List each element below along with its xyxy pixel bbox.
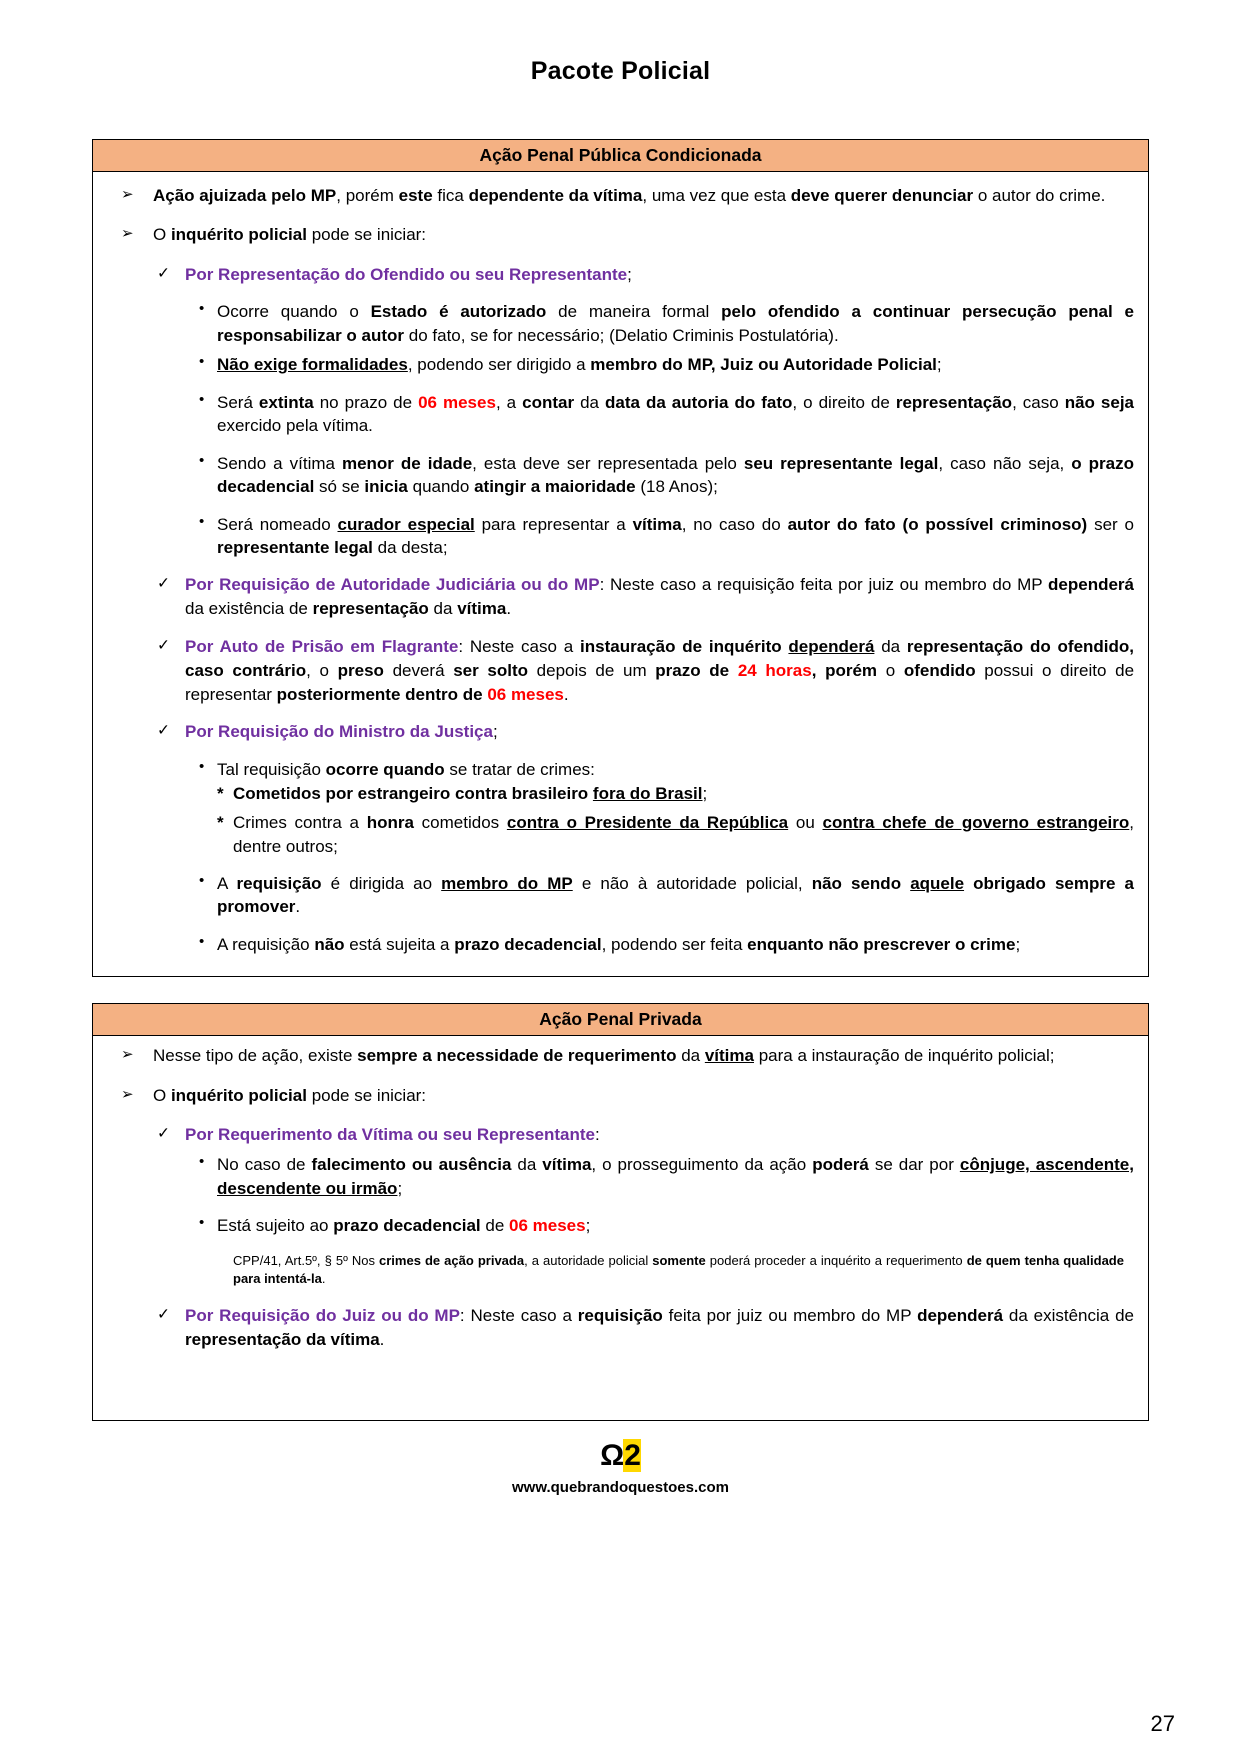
list-item [107, 872, 1134, 919]
check-mark-icon: ✓ [157, 264, 170, 282]
list-item-text: Sendo a vítima menor de idade, esta deve ser representada pelo seu representante legal, caso não seja, o prazo decadencial só se inicia quando atingir a maioridade (18 Anos); [217, 453, 1134, 497]
star-item-text: Cometidos por estrangeiro contra brasileiro fora do Brasil; [233, 783, 708, 803]
logo-omega-glyph: Ω [600, 1439, 624, 1473]
section-body-acao-penal-publica-condicionada [93, 172, 1148, 977]
page-title: Pacote Policial [530, 57, 711, 85]
list-item [107, 1044, 1134, 1067]
list-item-text: Ação ajuizada pelo MP, porém este fica dependente da vítima, uma vez que esta deve querer denunciar o autor do crime. [153, 185, 1106, 205]
check-item [107, 1304, 1134, 1352]
section-spacer [0, 977, 1241, 1003]
check-item [107, 263, 1134, 287]
dot-bullet-icon: • [199, 390, 205, 408]
star-item [107, 811, 1134, 858]
check-item [107, 635, 1134, 706]
list-item-text: Tal requisição ocorre quando se tratar de crimes: [217, 760, 595, 780]
list-item-text: Será extinta no prazo de 06 meses, a contar da data da autoria do fato, o direito de representação, caso não seja exercido pela vítima. [217, 392, 1135, 436]
list-item-text: Nesse tipo de ação, existe sempre a necessidade de requerimento da vítima para a instauração de inquérito policial; [153, 1046, 1055, 1066]
legal-citation: CPP/41, Art.5º, § 5º Nos crimes de ação privada, a autoridade policial somente poderá proceder a inquérito a requerimento de quem tenha qualidade para intentá-la. [233, 1252, 1124, 1286]
section-body-acao-penal-privada [93, 1036, 1148, 1420]
list-item-text: A requisição é dirigida ao membro do MP e não à autoridade policial, não sendo aquele obrigado sempre a promover. [217, 874, 1135, 917]
star-item [217, 782, 1134, 805]
arrow-bullet-icon: ➢ [121, 1085, 134, 1103]
check-item-title: Por Representação do Ofendido ou seu Representante [185, 264, 628, 284]
check-item-title: Por Requisição do Ministro da Justiça [185, 722, 493, 742]
check-item-title: Por Requisição do Juiz ou do MP [185, 1306, 460, 1326]
check-item-suffix: ; [492, 722, 498, 742]
dot-bullet-icon: • [199, 1214, 205, 1232]
list-item [107, 1153, 1134, 1200]
check-item-body: : Neste caso a requisição feita por juiz ou membro do MP dependerá da existência de representação da vítima. [185, 575, 1134, 619]
box-bottom-spacer [107, 1358, 1134, 1404]
list-item [107, 353, 1134, 376]
brand-logo [600, 1441, 641, 1471]
check-item-title: Por Auto de Prisão em Flagrante [185, 637, 459, 656]
check-item-title: Por Requerimento da Vítima ou seu Representante [185, 1125, 595, 1145]
asterisk-icon: * [217, 783, 224, 803]
check-item-body: : Neste caso a requisição feita por juiz ou membro do MP dependerá da existência de representação da vítima. [185, 1306, 1134, 1350]
check-item [107, 573, 1134, 621]
footer-website-url: www.quebrandoquestoes.com [512, 1479, 729, 1497]
star-item-text: Crimes contra a honra cometidos contra o Presidente da República ou contra chefe de governo estrangeiro, dentre outros; [233, 813, 1135, 856]
list-item [107, 1214, 1134, 1237]
check-item-body: : Neste caso a instauração de inquérito dependerá da representação do ofendido, caso contrário, o preso deverá ser solto depois de um prazo de 24 horas, porém o ofendido possui o direito de representar posteriormente dentro de 06 meses. [185, 637, 1135, 704]
list-item [107, 513, 1134, 560]
check-mark-icon: ✓ [157, 1125, 170, 1143]
dot-bullet-icon: • [199, 512, 205, 530]
check-item [107, 1123, 1134, 1147]
logo-two-glyph: 2 [624, 1439, 640, 1473]
check-item-suffix: : [594, 1125, 600, 1145]
check-mark-icon: ✓ [157, 1306, 170, 1324]
list-item-text: Não exige formalidades, podendo ser dirigido a membro do MP, Juiz ou Autoridade Policial; [217, 355, 942, 375]
dot-bullet-icon: • [199, 1153, 205, 1171]
list-item-text: Será nomeado curador especial para representar a vítima, no caso do autor do fato (o possível criminoso) ser o representante legal da desta; [217, 514, 1134, 557]
check-mark-icon: ✓ [157, 722, 170, 740]
dot-bullet-icon: • [199, 872, 205, 889]
list-item-text: Ocorre quando o Estado é autorizado de maneira formal pelo ofendido a continuar persecução penal e responsabilizar o autor do fato, se for necessário; (Delatio Criminis Postulatória). [217, 302, 1134, 345]
list-item [107, 1084, 1134, 1107]
list-item [107, 452, 1134, 499]
check-item [107, 720, 1134, 744]
list-item-text: A requisição não está sujeita a prazo decadencial, podendo ser feita enquanto não prescrever o crime; [217, 934, 1021, 954]
check-item-suffix: ; [627, 264, 632, 284]
list-item [107, 223, 1134, 246]
section-header-acao-penal-publica-condicionada: Ação Penal Pública Condicionada [93, 140, 1148, 172]
check-item-title: Por Requisição de Autoridade Judiciária ou do MP [185, 575, 600, 595]
list-item [107, 933, 1134, 956]
dot-bullet-icon: • [199, 353, 205, 371]
section-box-acao-penal-privada [92, 1003, 1149, 1421]
list-item-text: O inquérito policial pode se iniciar: [153, 1085, 427, 1105]
dot-bullet-icon: • [199, 932, 205, 950]
list-item [107, 758, 1134, 805]
check-mark-icon: ✓ [157, 637, 170, 654]
list-item [107, 300, 1134, 347]
section-header-acao-penal-privada: Ação Penal Privada [93, 1004, 1148, 1036]
list-item-text: Está sujeito ao prazo decadencial de 06 meses; [217, 1216, 591, 1236]
dot-bullet-icon: • [199, 451, 205, 469]
arrow-bullet-icon: ➢ [121, 1046, 134, 1064]
list-item [107, 184, 1134, 207]
check-mark-icon: ✓ [157, 575, 170, 593]
arrow-bullet-icon: ➢ [121, 225, 134, 243]
section-box-acao-penal-publica-condicionada [92, 139, 1149, 978]
arrow-bullet-icon: ➢ [121, 185, 134, 203]
page-footer [0, 1441, 1241, 1496]
dot-bullet-icon: • [199, 300, 205, 318]
asterisk-icon: * [217, 813, 224, 833]
page-number: 27 [1150, 1711, 1175, 1736]
dot-bullet-icon: • [199, 758, 205, 776]
list-item-text: O inquérito policial pode se iniciar: [153, 225, 427, 245]
list-item [107, 391, 1134, 438]
list-item-text: No caso de falecimento ou ausência da vítima, o prosseguimento da ação poderá se dar por cônjuge, ascendente, descendente ou irmão; [217, 1155, 1134, 1198]
